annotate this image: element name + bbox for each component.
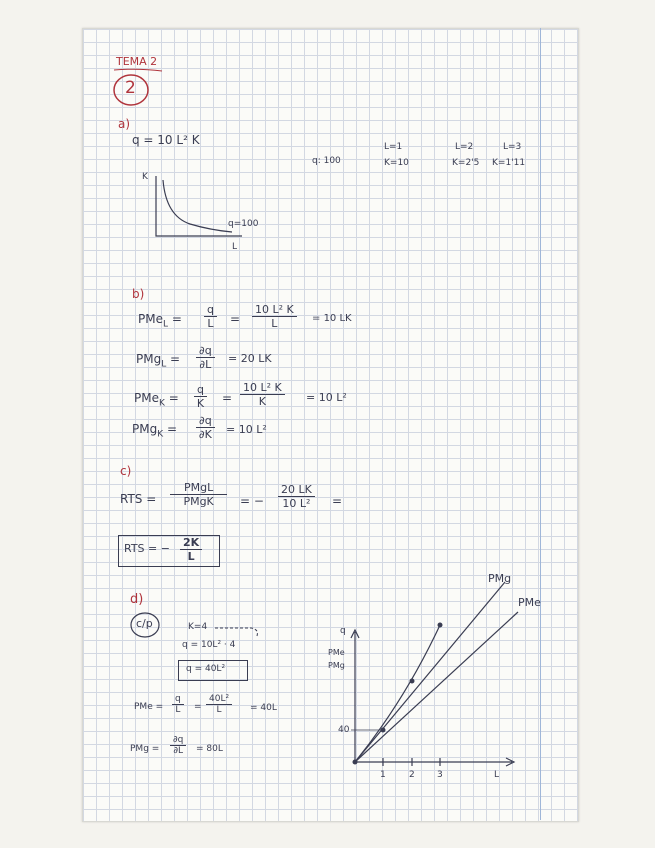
rts-fraction1: PMgL PMgK (170, 481, 227, 508)
pmg-k-lhs: PMg$_K$ = (132, 422, 177, 440)
table-l3: L=3 (503, 142, 522, 152)
section-d-label: d) (130, 592, 144, 607)
isoquant-ylabel: K (142, 172, 148, 182)
graph-ylabel-pmg: PMg (328, 661, 345, 670)
pme-d-lhs: PMe = (134, 702, 164, 712)
pmg-d-fraction: $\frac{\partial q}{\partial L}$ (170, 735, 186, 756)
pme-l-fraction2: $\frac{\text{10 L² K}}{L}$ (252, 303, 297, 330)
exercise-number: 2 (125, 78, 136, 98)
rts-boxed-lhs: RTS = − (124, 542, 170, 555)
point-l1 (381, 728, 386, 733)
series-label-pmg: PMg (488, 572, 512, 585)
pmg-k-result: = 10 L² (226, 423, 267, 436)
pmg-l-lhs: PMg$_L$ = (136, 352, 181, 370)
rts-fraction2: $\frac{20 LK}{\text{10 L²}}$ (278, 483, 315, 510)
origin-point (353, 760, 358, 765)
pme-k-fraction2: $\frac{\text{10 L² K}}{K}$ (240, 381, 285, 408)
pme-l-result: = 10 LK (312, 313, 352, 324)
point-l3 (438, 623, 443, 628)
table-k1: K=10 (384, 158, 409, 168)
x-axis (355, 758, 514, 766)
table-l1: L=1 (384, 142, 403, 152)
short-term-label: c/p (136, 617, 153, 630)
pmg-d-result: = 80L (196, 744, 223, 754)
graph-xtick-2: 2 (409, 770, 415, 780)
q-value: q: 100 (312, 156, 341, 166)
pme-k-result: = 10 L² (306, 391, 347, 404)
pmg-d-lhs: PMg = (130, 744, 160, 754)
q-boxed: q = 40L² (186, 664, 226, 674)
k-given: K=4 (188, 622, 208, 632)
series-label-pme: PMe (518, 596, 541, 609)
table-k2: K=2'5 (452, 158, 480, 168)
graph-ylabel-pme: PMe (328, 648, 345, 657)
pme-d-result: = 40L (250, 703, 277, 713)
rts-lhs: RTS = (120, 492, 157, 506)
y-axis (351, 630, 359, 762)
pme-l-lhs: PMe$_L$ = (138, 312, 182, 330)
pme-k-fraction1: $\frac{q}{K}$ (194, 383, 207, 410)
pmg-line (355, 582, 505, 762)
graph-yaxis-label: q (340, 626, 346, 636)
graph-xtick-3: 3 (437, 770, 443, 780)
section-c-label: c) (120, 464, 132, 478)
pme-k-lhs: PMe$_K$ = (134, 391, 179, 409)
pme-l-fraction1: $\frac{q}{L}$ (204, 303, 217, 330)
production-function: q = 10 L² K (132, 133, 200, 147)
section-a-label: a) (118, 117, 131, 131)
graph-xaxis-label: L (494, 770, 500, 780)
isoquant-xlabel: L (232, 242, 238, 252)
topic-title: TEMA 2 (116, 55, 158, 68)
table-l2: L=2 (455, 142, 474, 152)
point-l2 (410, 679, 415, 684)
graph-ytick-40: 40 (338, 725, 350, 735)
rts-boxed-fraction: $\frac{2K}{L}$ (180, 536, 202, 563)
pmg-k-fraction: $\frac{\partial q}{\partial K}$ (196, 414, 215, 441)
pme-d-fraction2: $\frac{\text{40L²}}{L}$ (206, 694, 232, 715)
total-product-curve (355, 625, 440, 762)
pme-line (355, 612, 518, 762)
table-k3: K=1'11 (492, 158, 526, 168)
pme-d-fraction1: $\frac{q}{L}$ (172, 694, 184, 715)
section-b-label: b) (132, 287, 145, 301)
graph-xtick-1: 1 (380, 770, 386, 780)
q-substituted: q = 10L² · 4 (182, 640, 236, 650)
isoquant-curve-label: q=100 (228, 219, 259, 229)
pmg-l-result: = 20 LK (228, 352, 272, 365)
pmg-l-fraction: $\frac{\partial q}{\partial L}$ (196, 344, 215, 371)
